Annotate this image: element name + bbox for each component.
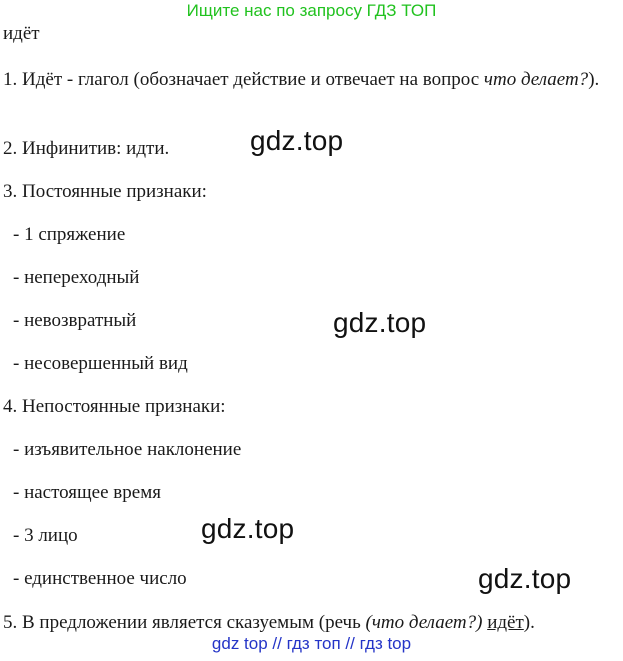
variable-feature-person: - 3 лицо (13, 525, 78, 546)
analyzed-word: идёт (3, 23, 40, 44)
watermark: gdz.top (333, 307, 427, 338)
variable-feature-mood: - изъявительное наклонение (13, 439, 242, 460)
variable-feature-number: - единственное число (13, 568, 187, 589)
item-3-constant-features: 3. Постоянные признаки: (3, 181, 207, 202)
item-1-part-of-speech: 1. Идёт - глагол (обозначает действие и отвечает на вопрос что делает?). (3, 69, 600, 90)
constant-feature-aspect: - несовершенный вид (13, 353, 188, 374)
item-4-variable-features: 4. Непостоянные признаки: (3, 396, 226, 417)
item-2-infinitive: 2. Инфинитив: идти. (3, 138, 170, 159)
footer-links: gdz top // гдз топ // гдз top (211, 634, 412, 653)
constant-feature-transitivity: - непереходный (13, 267, 140, 288)
search-hint-banner: Ищите нас по запросу ГДЗ ТОП (186, 1, 437, 20)
watermark: gdz.top (201, 513, 295, 544)
constant-feature-conjugation: - 1 спряжение (13, 224, 126, 245)
item-5-syntactic-role: 5. В предложении является сказуемым (речь (что делает?) идёт). (3, 612, 535, 633)
watermark: gdz.top (478, 563, 572, 594)
watermark: gdz.top (250, 125, 344, 156)
variable-feature-tense: - настоящее время (13, 482, 161, 503)
constant-feature-reflexivity: - невозвратный (13, 310, 137, 331)
